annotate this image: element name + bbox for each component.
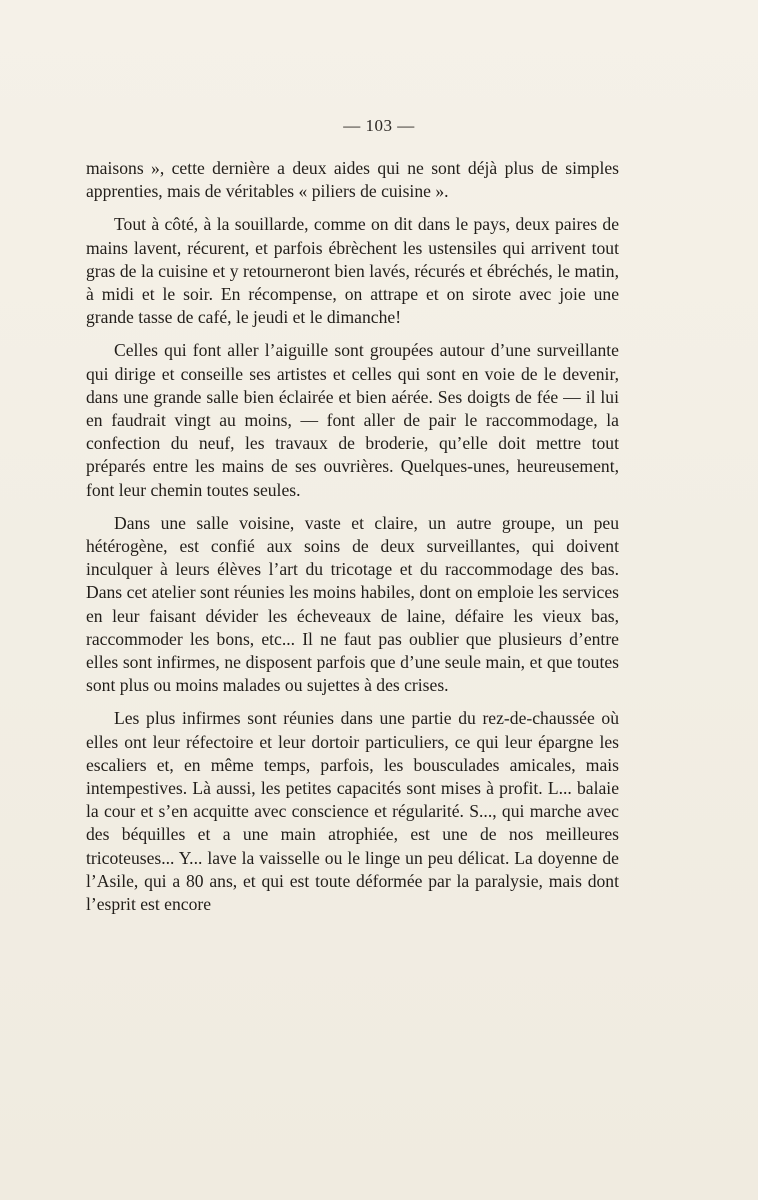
paragraph-5: Les plus infirmes sont réunies dans une partie du rez-de-chaussée où elles ont leur réfectoire et leur dortoir particuliers, ce qui leur épargne les escaliers et, en même temps, parfois, les bousculades amicales, mais intempestives. Là aussi, les petites capacités sont mises à profit. L... balaie la cour et s’en acquitte avec conscience et régularité. S..., qui marche avec des béquilles et a une main atrophiée, est une de nos meilleures tricoteuses... Y... lave la vaisselle ou le linge un peu délicat. La doyenne de l’Asile, qui a 80 ans, et qui est toute déformée par la paralysie, mais dont l’esprit est encore — [86, 708, 619, 915]
paragraph-1: maisons », cette dernière a deux aides qui ne sont déjà plus de simples apprenties, mais de véritables « piliers de cuisine ». — [86, 158, 619, 202]
body-text — [86, 157, 619, 926]
paragraph-4: Dans une salle voisine, vaste et claire, un autre groupe, un peu hétérogène, est confié aux soins de deux surveillantes, qui doivent inculquer à leurs élèves l’art du tricotage et du raccommodage des bas. Dans cet atelier sont réunies les moins habiles, dont on emploie les services en leur faisant dévider les écheveaux de laine, défaire les vieux bas, raccommoder les bons, etc... Il ne faut pas oublier que plusieurs d’entre elles sont infirmes, ne disposent parfois que d’une seule main, et que toutes sont plus ou moins malades ou sujettes à des crises. — [86, 512, 619, 696]
paragraph-2: Tout à côté, à la souillarde, comme on dit dans le pays, deux paires de mains lavent, récurent, et parfois ébrèchent les ustensiles qui arrivent tout gras de la cuisine et y retourneront bien lavés, récurés et ébréchés, le matin, à midi et le soir. En récompense, on attrape et on sirote avec joie une grande tasse de café, le jeudi et le dimanche! — [86, 214, 619, 328]
page-number: — 103 — — [343, 116, 415, 135]
paragraph-3: Celles qui font aller l’aiguille sont groupées autour d’une surveillante qui dirige et conseille ses artistes et celles qui sont en voie de le devenir, dans une grande salle bien éclairée et bien aérée. Ses doigts de fée — il lui en faudrait vingt au moins, — font aller de pair le raccommodage, la confection du neuf, les travaux de broderie, qu’elle doit mettre tout préparés entre les mains de ses ouvrières. Quelques-unes, heureusement, font leur chemin toutes seules. — [86, 340, 619, 500]
